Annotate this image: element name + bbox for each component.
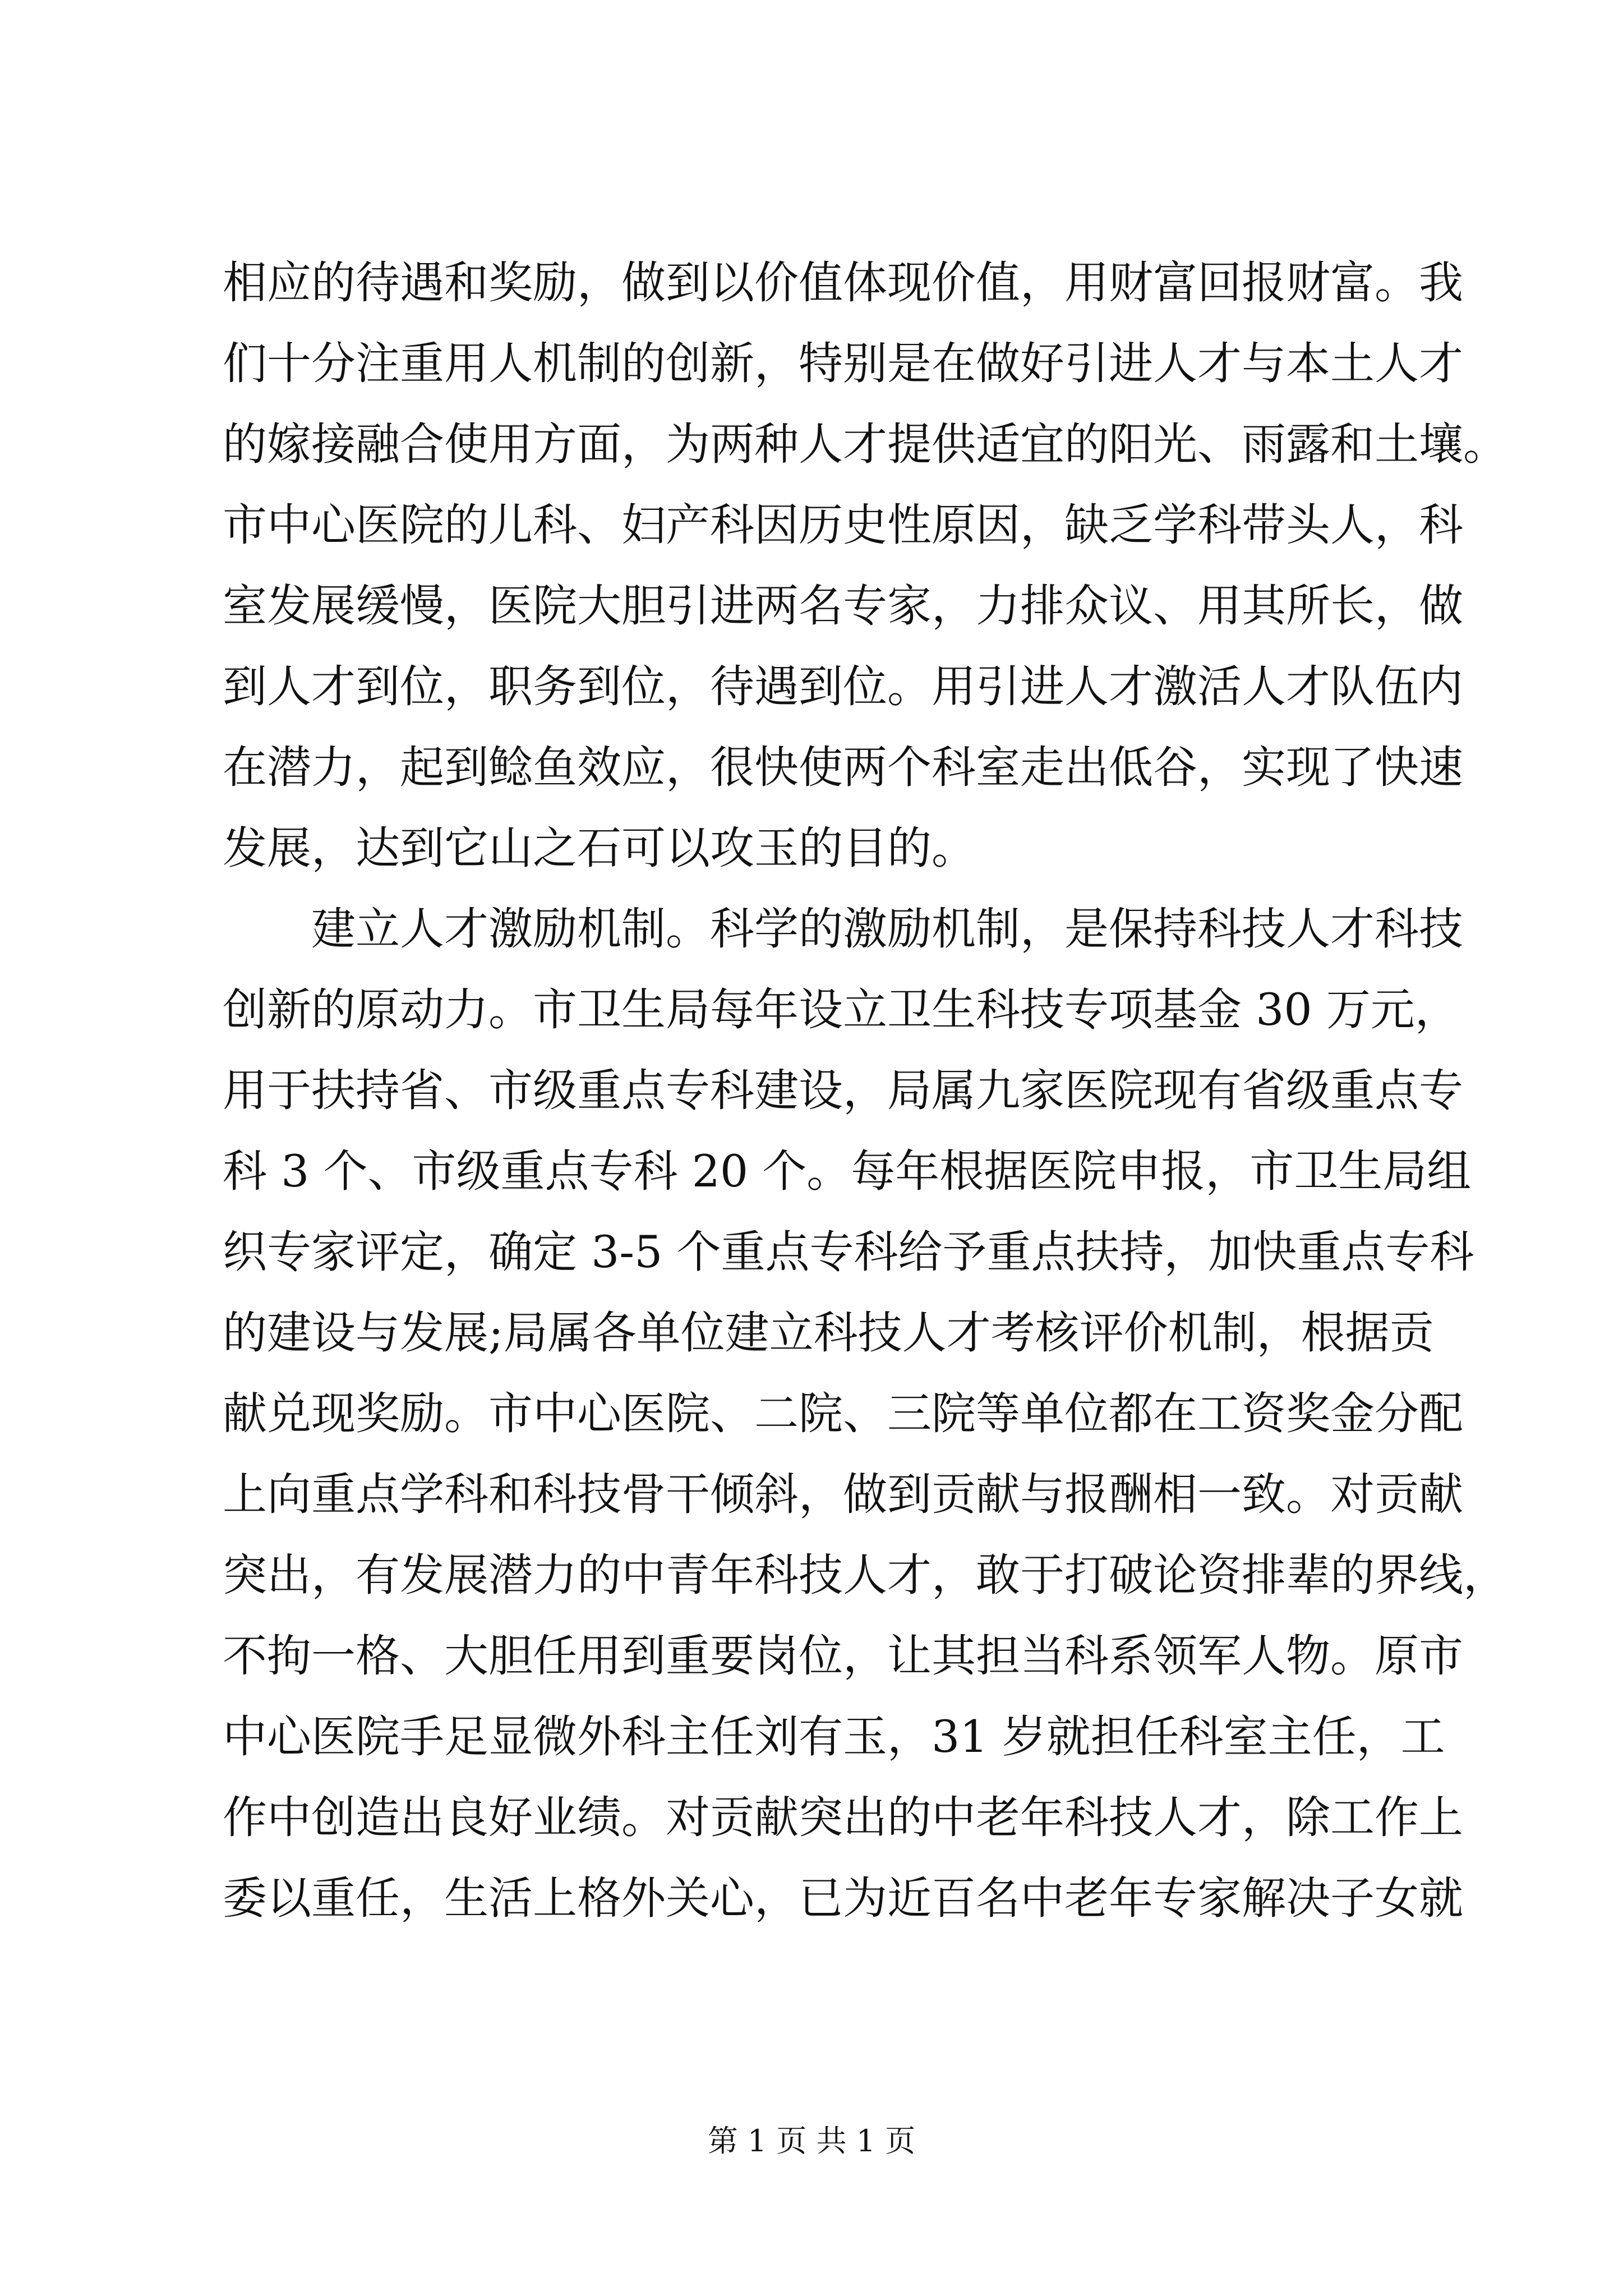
text-line: 不拘一格、大胆任用到重要岗位，让其担当科系领军人物。原市 [223,1630,1463,1682]
text-line: 委以重任，生活上格外关心，已为近百名中老年专家解决子女就 [223,1872,1463,1924]
paragraph-2 [223,889,1507,1939]
text-line: 织专家评定，确定 3-5 个重点专科给予重点扶持，加快重点专科 [223,1226,1474,1278]
text-line: 献兑现奖励。市中心医院、二院、三院等单位都在工资奖金分配 [223,1388,1463,1439]
text-line: 突出，有发展潜力的中青年科技人才，敢于打破论资排辈的界线， [223,1549,1507,1601]
text-line: 科 3 个、市级重点专科 20 个。每年根据医院申报，市卫生局组 [223,1145,1472,1197]
text-line: 上向重点学科和科技骨干倾斜，做到贡献与报酬相一致。对贡献 [223,1469,1463,1520]
document-body [223,242,1507,1939]
text-line: 中心医院手足显微外科主任刘有玉，31 岁就担任科室主任，工 [223,1711,1445,1763]
text-line: 到人才到位，职务到位，待遇到位。用引进人才激活人才队伍内 [223,661,1463,712]
text-line: 用于扶持省、市级重点专科建设，局属九家医院现有省级重点专 [223,1065,1463,1116]
text-line: 建立人才激励机制。科学的激励机制，是保持科技人才科技 [311,903,1463,955]
text-line: 发展，达到它山之石可以攻玉的目的。 [223,822,976,874]
text-line: 作中创造出良好业绩。对贡献突出的中老年科技人才，除工作上 [223,1792,1463,1843]
page-footer [0,2122,1623,2161]
text-line: 市中心医院的儿科、妇产科因历史性原因，缺乏学科带头人，科 [223,499,1463,551]
text-line: 相应的待遇和奖励，做到以价值体现价值，用财富回报财富。我 [223,257,1463,309]
paragraph-1 [223,242,1507,889]
text-line: 室发展缓慢，医院大胆引进两名专家，力排众议、用其所长，做 [223,580,1463,632]
text-line: 的建设与发展;局属各单位建立科技人才考核评价机制，根据贡 [223,1307,1434,1359]
text-line: 在潜力，起到鲶鱼效应，很快使两个科室走出低谷，实现了快速 [223,742,1463,793]
text-line: 们十分注重用人机制的创新，特别是在做好引进人才与本土人才 [223,338,1463,389]
text-line: 的嫁接融合使用方面，为两种人才提供适宜的阳光、雨露和土壤。 [223,418,1507,470]
page-number-label: 第 1 页 共 1 页 [707,2123,916,2159]
text-line: 创新的原动力。市卫生局每年设立卫生科技专项基金 30 万元， [223,984,1459,1036]
